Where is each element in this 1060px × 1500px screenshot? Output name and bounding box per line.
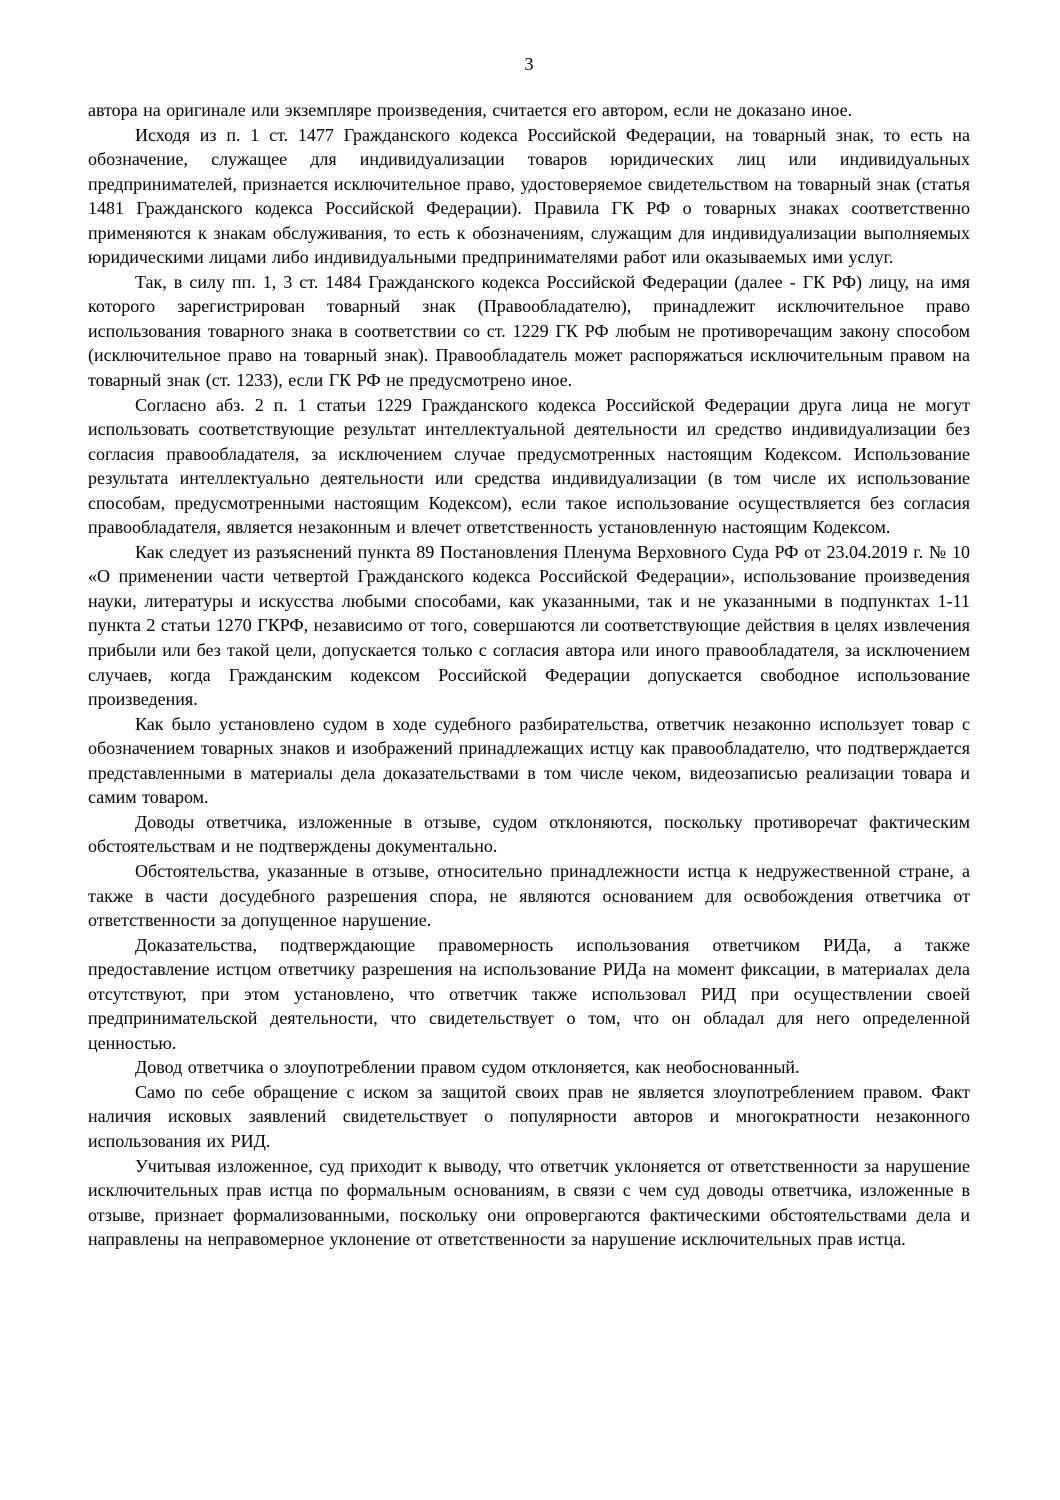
paragraph: Учитывая изложенное, суд приходит к выводу, что ответчик уклоняется от ответственности за нарушение исключительных прав истца по формальным основаниям, в связи с чем суд доводы ответчика, изложенные в отзыве, признает формализованными, поскольку они опровергаются фактическими обстоятельствами дела и направлены на неправомерное уклонение от ответственности за нарушение исключительных прав истца. <box>88 1155 970 1250</box>
paragraph: Как следует из разъяснений пункта 89 Постановления Пленума Верховного Суда РФ от 23.04.2019 г. № 10 «О применении части четвертой Гражданского кодекса Российской Федерации», использование произведения науки, литературы и искусства любыми способами, как указанными, так и не указанными в подпунктах 1-11 пункта 2 статьи 1270 ГКРФ, независимо от того, совершаются ли соответствующие действия в целях извлечения прибыли или без такой цели, допускается только с согласия автора или иного правообладателя, за исключением случаев, когда Гражданским кодексом Российской Федерации допускается свободное использование произведения. <box>88 541 970 710</box>
paragraph: Само по себе обращение с иском за защитой своих прав не является злоупотреблением правом. Факт наличия исковых заявлений свидетельствует о популярности авторов и многократности незаконного использования их РИД. <box>88 1081 970 1151</box>
document-body <box>88 98 970 1252</box>
paragraph: Так, в силу пп. 1, 3 ст. 1484 Гражданского кодекса Российской Федерации (далее - ГК РФ) лицу, на имя которого зарегистрирован товарный знак (Правообладателю), принадлежит исключительное право использования товарного знака в соответствии со ст. 1229 ГК РФ любым не противоречащим закону способом (исключительное право на товарный знак). Правообладатель может распоряжаться исключительным правом на товарный знак (ст. 1233), если ГК РФ не предусмотрено иное. <box>88 271 970 391</box>
paragraph: Доводы ответчика, изложенные в отзыве, судом отклоняются, поскольку противоречат фактическим обстоятельствам и не подтверждены документально. <box>88 811 970 857</box>
paragraph: Обстоятельства, указанные в отзыве, относительно принадлежности истца к недружественной стране, а также в части досудебного разрешения спора, не являются основанием для освобождения ответчика от ответственности за допущенное нарушение. <box>88 860 970 931</box>
paragraph: Доказательства, подтверждающие правомерность использования ответчиком РИДа, а также предоставление истцом ответчику разрешения на использование РИДа на момент фиксации, в материалах дела отсутствуют, при этом установлено, что ответчик также использовал РИД при осуществлении своей предпринимательской деятельности, что свидетельствует о том, что он обладал для него определенной ценностью. <box>88 934 970 1053</box>
paragraph: Довод ответчика о злоупотреблении правом судом отклоняется, как необоснованный. <box>135 1057 800 1078</box>
paragraph: Как было установлено судом в ходе судебного разбирательства, ответчик незаконно использует товар с обозначением товарных знаков и изображений принадлежащих истцу как правообладателю, что подтверждается представленными в материалы дела доказательствами в том числе чеком, видеозаписью реализации товара и самим товаром. <box>88 713 970 808</box>
paragraph: Исходя из п. 1 ст. 1477 Гражданского кодекса Российской Федерации, на товарный знак, то есть на обозначение, служащее для индивидуализации товаров юридических лиц или индивидуальных предпринимателей, признается исключительное право, удостоверяемое свидетельством на товарный знак (статья 1481 Гражданского кодекса Российской Федерации). Правила ГК РФ о товарных знаках соответственно применяются к знакам обслуживания, то есть к обозначениям, служащим для индивидуализации выполняемых юридическими лицами либо индивидуальными предпринимателями работ или оказываемых ими услуг. <box>88 124 970 268</box>
paragraph: автора на оригинале или экземпляре произведения, считается его автором, если не доказано иное. <box>88 100 853 120</box>
paragraph: Согласно абз. 2 п. 1 статьи 1229 Гражданского кодекса Российской Федерации друга лица не могут использовать соответствующие результат интеллектуальной деятельности ил средство индивидуализации без согласия правообладателя, за исключением случае предусмотренных настоящим Кодексом. Использование результата интеллектуально деятельности или средства индивидуализации (в том числе их использование способам, предусмотренными настоящим Кодексом), если такое использование осуществляется без согласия правообладателя, является незаконным и влечет ответственность установленную настоящим Кодексом. <box>88 394 970 538</box>
page-number: 3 <box>524 54 534 74</box>
